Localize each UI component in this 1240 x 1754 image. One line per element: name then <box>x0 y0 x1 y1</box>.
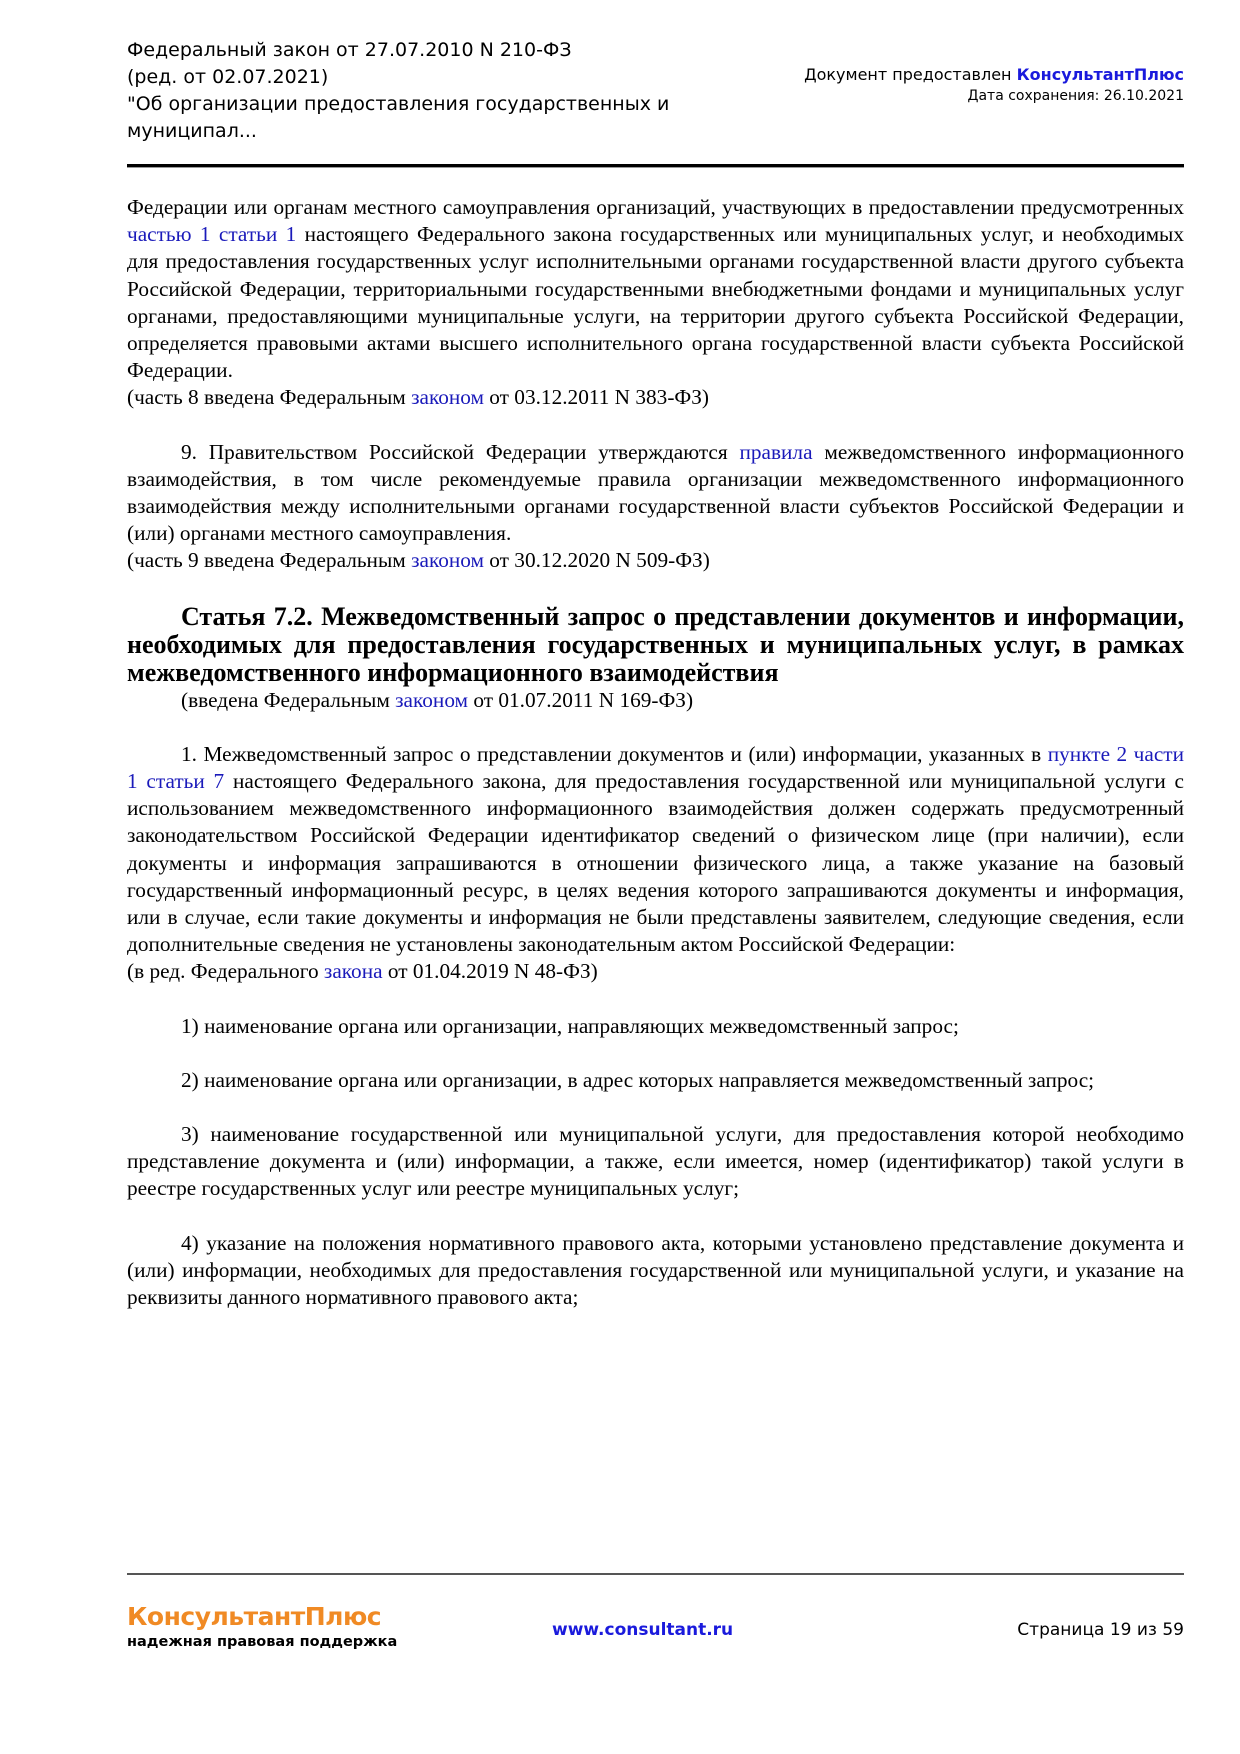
text: от 01.04.2019 N 48-ФЗ) <box>382 959 598 984</box>
logo-name: КонсультантПлюс <box>127 1602 382 1631</box>
amendment-note-a1 <box>127 958 1184 985</box>
footer-divider <box>127 1573 1184 1575</box>
text: от 30.12.2020 N 509-ФЗ) <box>483 548 710 573</box>
link-law-169[interactable]: законом <box>395 687 469 712</box>
save-date: Дата сохранения: 26.10.2021 <box>967 88 1184 104</box>
title-line: муниципал... <box>127 120 257 142</box>
list-item: 2) наименование органа или организации, в адрес которых направляется межведомственный запрос; <box>181 1067 1095 1092</box>
provider-info <box>804 64 1184 106</box>
list-item: 1) наименование органа или организации, направляющих межведомственный запрос; <box>181 1013 959 1038</box>
header-divider <box>127 164 1184 167</box>
paragraph-9 <box>127 439 1184 548</box>
list-item: 3) наименование государственной или муниципальной услуги, для предоставления которой необходимо представление документа и (или) информации, а также, если имеется, номер (идентификатор) такой услуги в реестре государственных услуг или реестре муниципальных услуг; <box>127 1122 1184 1201</box>
link-law-48[interactable]: закона <box>323 959 383 984</box>
text: настоящего Федерального закона, для предоставления государственной или муниципальной услуги с использованием межведомственного информационного взаимодействия должен содержать предусмотренный законодательством Российской Федерации идентификатор сведений о физическом лице (при наличии), если документы и информация запрашиваются в отношении физического лица, а также указание на базовый государственный информационный ресурс, в целях ведения которого запрашиваются документы и информация, или в случае, если такие документы и информация не были представлены заявителем, следующие сведения, если дополнительные сведения не установлены законодательным актом Российской Федерации: <box>127 769 1184 957</box>
provided-by <box>804 64 1184 86</box>
link-law-383[interactable]: законом <box>411 385 484 410</box>
text: (в ред. Федерального <box>127 959 324 984</box>
link-rules[interactable]: правила <box>739 439 813 464</box>
title-line: Федеральный закон от 27.07.2010 N 210-ФЗ <box>127 39 572 61</box>
website-link[interactable]: www.consultant.ru <box>552 1620 734 1640</box>
amendment-note-9 <box>127 547 1184 574</box>
text: (введена Федеральным <box>181 687 396 712</box>
text: 1. Межведомственный запрос о представлении документов и (или) информации, указанных в <box>181 741 1048 766</box>
logo-tagline: надежная правовая поддержка <box>127 1634 398 1650</box>
article-note <box>127 687 1184 714</box>
text: от 03.12.2011 N 383-ФЗ) <box>483 385 710 410</box>
amendment-note-8 <box>127 384 1184 411</box>
link-item2-part1-article7[interactable]: пункте 2 части 1 статьи 7 <box>127 741 1184 794</box>
list-item: 4) указание на положения нормативного правового акта, которыми установлено представление документа и (или) информации, необходимых для предоставления государственной или муниципальной услуги, и указание на реквизиты данного нормативного правового акта; <box>127 1230 1184 1310</box>
text: настоящего Федерального закона государственных или муниципальных услуг, и необходимых для предоставления государственных услуг исполнительными органами государственной власти другого субъекта Российской Федерации, территориальными государственными внебюджетными фондами и муниципальных услуг органами, предоставляющими муниципальные услуги, на территории другого субъекта Российской Федерации, определяется правовыми актами высшего исполнительного органа государственной власти субъекта Российской Федерации. <box>127 222 1185 383</box>
text: (часть 8 введена Федеральным <box>127 385 412 410</box>
text: Федерации или органам местного самоуправления организаций, участвующих в предоставлении предусмотренных <box>127 195 1184 219</box>
provided-by-label: Документ предоставлен <box>804 65 1017 84</box>
article-heading: Статья 7.2. Межведомственный запрос о представлении документов и информации, необходимых для предоставления государственных и муниципальных услуг, в рамках межведомственного информационного взаимодействия <box>127 601 1184 687</box>
paragraph-8-continued <box>127 194 1184 384</box>
title-line: (ред. от 02.07.2021) <box>127 66 329 88</box>
document-title <box>127 37 687 145</box>
text: от 01.07.2011 N 169-ФЗ) <box>468 687 694 712</box>
article-paragraph-1 <box>127 741 1184 959</box>
provider-brand: КонсультантПлюс <box>1016 65 1184 84</box>
consultant-logo <box>127 1602 397 1652</box>
title-line: "Об организации предоставления государственных и <box>127 93 670 115</box>
text: межведомственного информационного взаимодействия, в том числе рекомендуемые правила организации межведомственного информационного взаимодействия между исполнительными органами государственной власти субъектов Российской Федерации и (или) органами местного самоуправления. <box>127 439 1184 546</box>
link-law-509[interactable]: законом <box>411 548 484 573</box>
text: (часть 9 введена Федеральным <box>127 548 412 573</box>
text: 9. Правительством Российской Федерации утверждаются <box>181 439 740 464</box>
page-number: Страница 19 из 59 <box>1017 1620 1184 1640</box>
link-part1-article1[interactable]: частью 1 статьи 1 <box>127 222 297 247</box>
document-body <box>127 194 1184 1311</box>
